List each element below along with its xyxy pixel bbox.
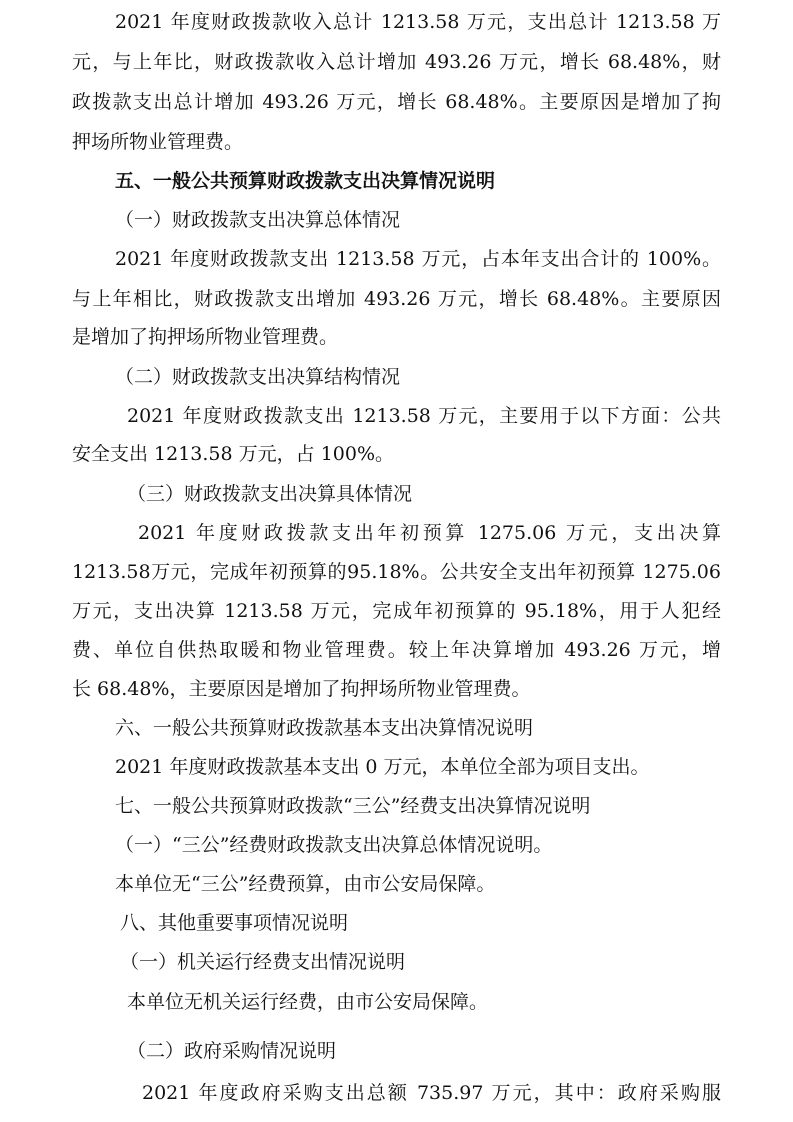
paragraph-line: 与上年相比，财政拨款支出增加 493.26 万元，增长 68.48%。主要原因 [72,288,721,310]
subsection-heading: （二）财政拨款支出决算结构情况 [115,366,401,388]
paragraph-line: 万元，支出决算 1213.58 万元，完成年初预算的 95.18%，用于人犯经 [72,600,721,622]
paragraph-line: 政拨款支出总计增加 493.26 万元，增长 68.48%。主要原因是增加了拘 [72,91,721,113]
section-heading: 五、一般公共预算财政拨款支出决算情况说明 [115,170,496,192]
paragraph-line: 2021 年度财政拨款收入总计 1213.58 万元，支出总计 1213.58 万 [115,11,721,33]
subsection-heading: （二）政府采购情况说明 [127,1040,337,1062]
paragraph-line: 2021 年度政府采购支出总额 735.97 万元，其中：政府采购服 [142,1082,721,1104]
subsection-heading: （一）“三公”经费财政拨款支出决算总体情况说明。 [115,834,553,856]
paragraph-line: 本单位无机关运行经费，由市公安局保障。 [127,991,489,1013]
section-heading: 八、其他重要事项情况说明 [120,912,349,934]
paragraph-line: 押场所物业管理费。 [72,131,244,153]
subsection-heading: （一）机关运行经费支出情况说明 [120,951,406,973]
paragraph-line: 费、单位自供热取暖和物业管理费。较上年决算增加 493.26 万元，增 [72,639,721,661]
section-heading: 六、一般公共预算财政拨款基本支出决算情况说明 [115,717,534,739]
subsection-heading: （一）财政拨款支出决算总体情况 [115,209,401,231]
paragraph-line: 1213.58万元，完成年初预算的95.18%。公共安全支出年初预算 1275.06 [72,561,721,583]
subsection-heading: （三）财政拨款支出决算具体情况 [127,483,413,505]
paragraph-line: 元，与上年比，财政拨款收入总计增加 493.26 万元，增长 68.48%，财 [72,51,721,73]
paragraph-line: 本单位无“三公”经费预算，由市公安局保障。 [115,873,496,895]
paragraph-line: 2021 年度财政拨款基本支出 0 万元，本单位全部为项目支出。 [115,756,650,778]
paragraph-line: 是增加了拘押场所物业管理费。 [72,326,339,348]
paragraph-line: 长 68.48%，主要原因是增加了拘押场所物业管理费。 [72,678,531,700]
paragraph-line: 安全支出 1213.58 万元，占 100%。 [72,443,395,465]
section-heading: 七、一般公共预算财政拨款“三公”经费支出决算情况说明 [115,795,591,817]
paragraph-line: 2021 年度财政拨款支出 1213.58 万元，主要用于以下方面：公共 [127,405,721,427]
paragraph-line: 2021 年度财政拨款支出 1213.58 万元，占本年支出合计的 100%。 [115,248,721,270]
paragraph-line: 2021 年度财政拨款支出年初预算 1275.06 万元，支出决算 [138,522,721,544]
